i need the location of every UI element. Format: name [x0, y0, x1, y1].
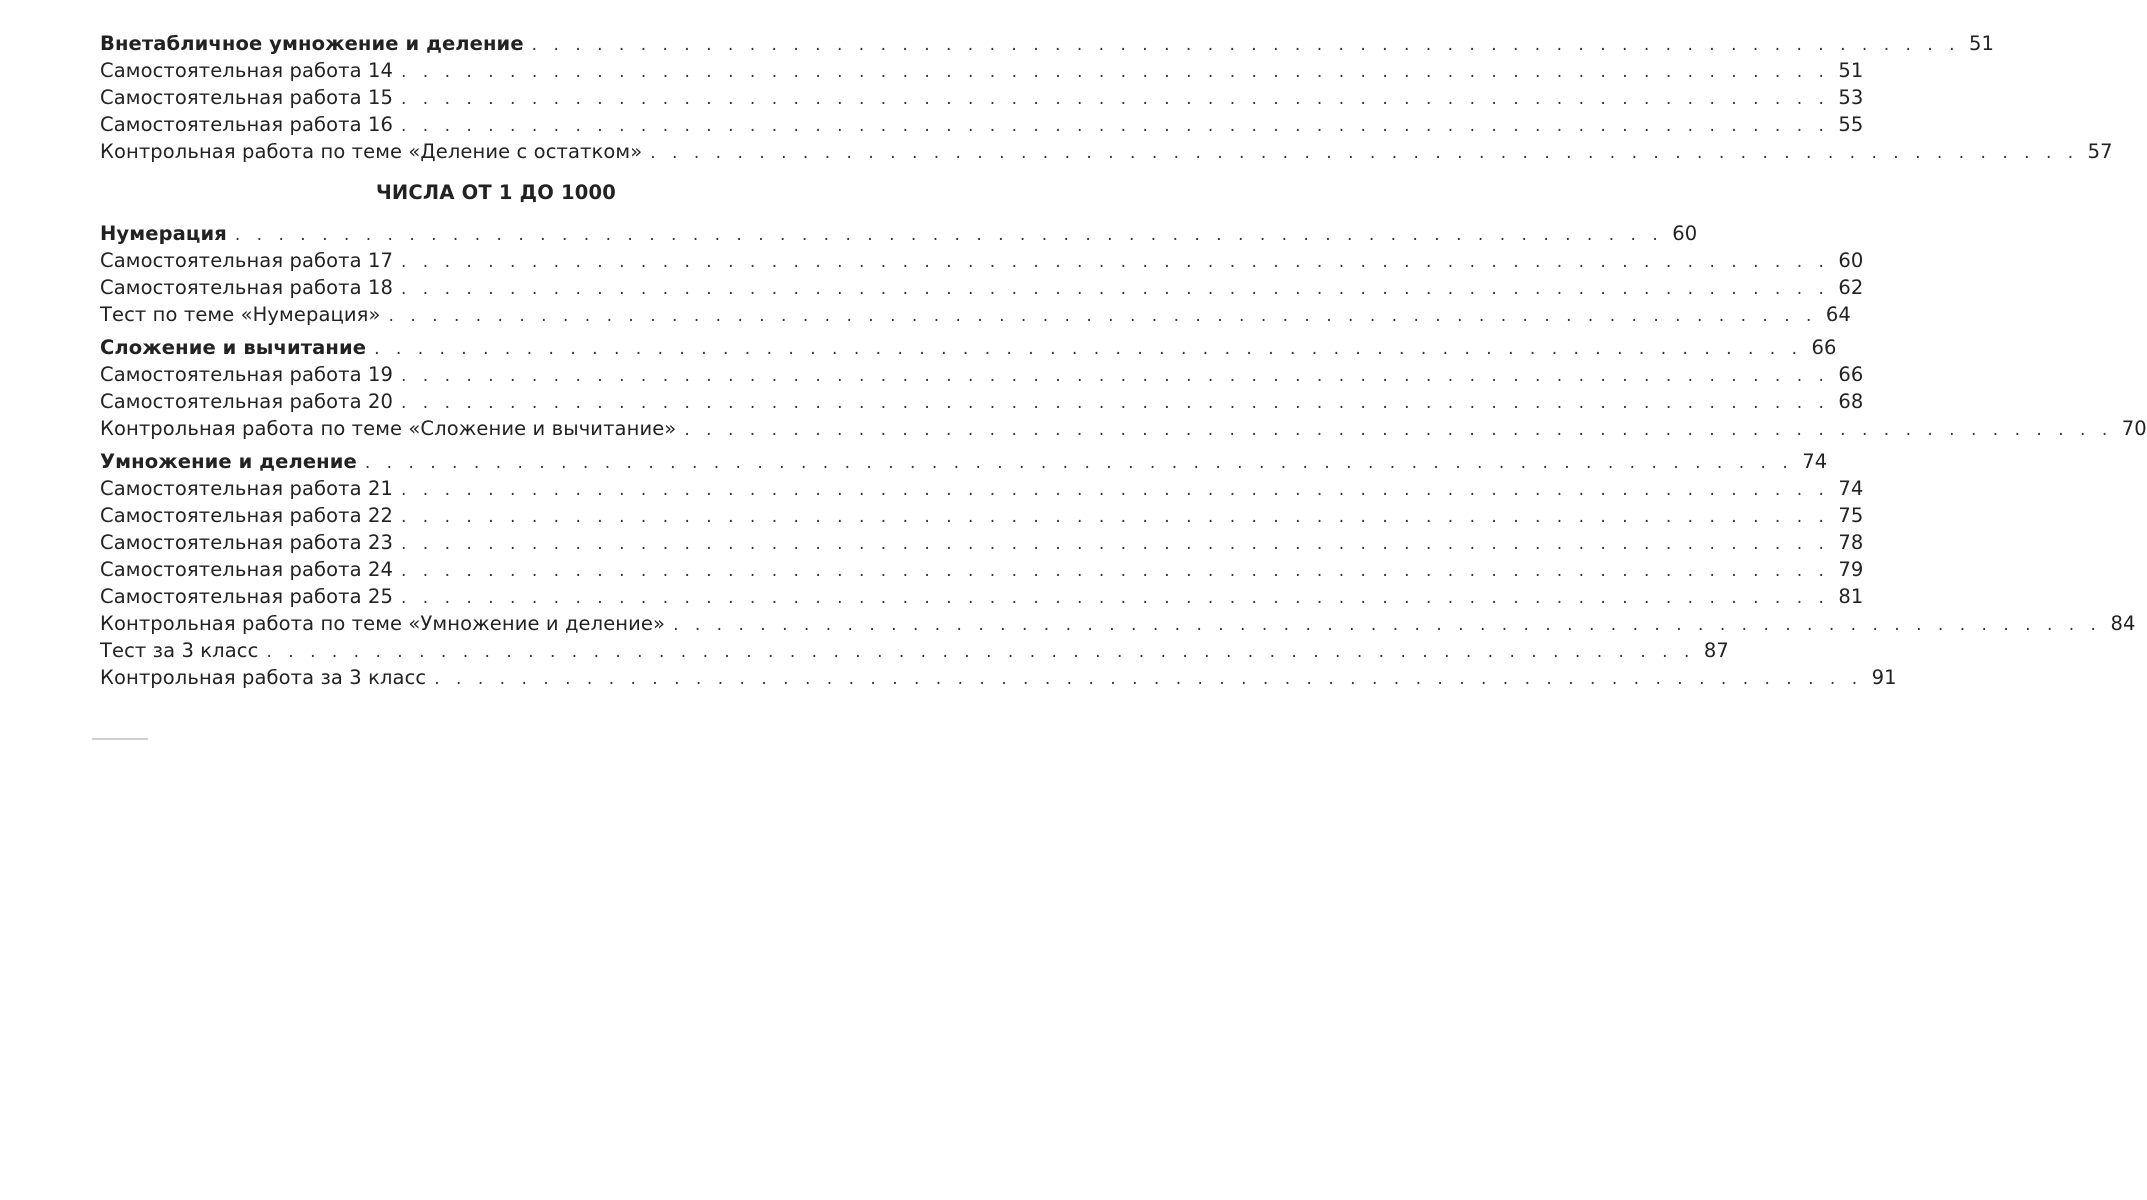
toc-entry-title: Самостоятельная работа 17	[100, 249, 393, 272]
toc-entry[interactable]	[100, 529, 1864, 556]
toc-entry[interactable]	[100, 637, 1729, 664]
toc-entry-title: Самостоятельная работа 19	[100, 363, 393, 386]
dot-leader: . . . . . . . . . . . . . . . . . . . . . . . . . . . . . . . . . . . . . . . . . . . . . . . . . . . . . . . . . . . . . . . . . .	[401, 480, 1830, 500]
toc-page-number: 70	[2121, 417, 2147, 440]
dot-leader: . . . . . . . . . . . . . . . . . . . . . . . . . . . . . . . . . . . . . . . . . . . . . . . . . . . . . . . . . . . . . . . . . .	[684, 420, 2113, 440]
toc-entry[interactable]	[100, 388, 1864, 415]
toc-section-title: Умножение и деление	[100, 450, 357, 473]
toc-entry[interactable]	[100, 610, 2136, 637]
toc-entry-title: Самостоятельная работа 22	[100, 504, 393, 527]
toc-entry[interactable]	[100, 84, 1864, 111]
dot-leader: . . . . . . . . . . . . . . . . . . . . . . . . . . . . . . . . . . . . . . . . . . . . . . . . . . . . . . . . . . . . . . . . . .	[531, 35, 1961, 55]
toc-entry[interactable]	[100, 415, 2147, 442]
toc-section-heading[interactable]	[100, 220, 1698, 247]
toc-page-number: 62	[1838, 276, 1864, 299]
dot-leader: . . . . . . . . . . . . . . . . . . . . . . . . . . . . . . . . . . . . . . . . . . . . . . . . . . . . . . . . . . . . . . . . . .	[673, 615, 2102, 635]
dot-leader: . . . . . . . . . . . . . . . . . . . . . . . . . . . . . . . . . . . . . . . . . . . . . . . . . . . . . . . . . . . . . . . . . .	[650, 143, 2079, 163]
dot-leader: . . . . . . . . . . . . . . . . . . . . . . . . . . . . . . . . . . . . . . . . . . . . . . . . . . . . . . . . . . . . . . . . . .	[401, 89, 1830, 109]
toc-section-title: Нумерация	[100, 222, 227, 245]
toc-entry-title: Контрольная работа по теме «Умножение и деление»	[100, 612, 666, 635]
dot-leader: . . . . . . . . . . . . . . . . . . . . . . . . . . . . . . . . . . . . . . . . . . . . . . . . . . . . . . . . . . . . . . . . . .	[401, 366, 1830, 386]
toc-page-number: 84	[2110, 612, 2136, 635]
dot-leader: . . . . . . . . . . . . . . . . . . . . . . . . . . . . . . . . . . . . . . . . . . . . . . . . . . . . . . . . . . . . . . . . . .	[401, 561, 1830, 581]
toc-section-title: Внетабличное умножение и деление	[100, 32, 524, 55]
toc-entry[interactable]	[100, 664, 1897, 691]
dot-leader: . . . . . . . . . . . . . . . . . . . . . . . . . . . . . . . . . . . . . . . . . . . . . . . . . . . . . . . . . . . . . . . . . .	[401, 252, 1830, 272]
toc-page-number: 81	[1838, 585, 1864, 608]
dot-leader: . . . . . . . . . . . . . . . . . . . . . . . . . . . . . . . . . . . . . . . . . . . . . . . . . . . . . . . . . . . . . . . . . .	[364, 453, 1794, 473]
toc-page-number: 68	[1838, 390, 1864, 413]
toc-entry-title: Самостоятельная работа 25	[100, 585, 393, 608]
dot-leader: . . . . . . . . . . . . . . . . . . . . . . . . . . . . . . . . . . . . . . . . . . . . . . . . . . . . . . . . . . . . . . . . . .	[234, 225, 1664, 245]
toc-entry[interactable]	[100, 274, 1864, 301]
toc-section-heading[interactable]	[100, 334, 1837, 361]
dot-leader: . . . . . . . . . . . . . . . . . . . . . . . . . . . . . . . . . . . . . . . . . . . . . . . . . . . . . . . . . . . . . . . . . .	[401, 62, 1830, 82]
toc-page-number: 60	[1838, 249, 1864, 272]
dot-leader: . . . . . . . . . . . . . . . . . . . . . . . . . . . . . . . . . . . . . . . . . . . . . . . . . . . . . . . . . . . . . . . . . .	[434, 669, 1863, 689]
toc-page-number: 75	[1838, 504, 1864, 527]
toc-entry-title: Контрольная работа по теме «Деление с остатком»	[100, 140, 643, 163]
toc-page-number: 78	[1838, 531, 1864, 554]
toc-page-number: 87	[1703, 639, 1729, 662]
dot-leader: . . . . . . . . . . . . . . . . . . . . . . . . . . . . . . . . . . . . . . . . . . . . . . . . . . . . . . . . . . . . . . . . . .	[388, 306, 1817, 326]
toc-entry[interactable]	[100, 138, 2113, 165]
toc-entry-title: Самостоятельная работа 16	[100, 113, 393, 136]
toc-entry[interactable]	[100, 247, 1864, 274]
short-divider-line	[92, 738, 148, 740]
dot-leader: . . . . . . . . . . . . . . . . . . . . . . . . . . . . . . . . . . . . . . . . . . . . . . . . . . . . . . . . . . . . . . . . . .	[266, 642, 1695, 662]
toc-entry-title: Самостоятельная работа 23	[100, 531, 393, 554]
toc-entry[interactable]	[100, 111, 1864, 138]
toc-page-number: 74	[1802, 450, 1828, 473]
toc-entry[interactable]	[100, 57, 1864, 84]
toc-page-number: 51	[1969, 32, 1995, 55]
toc-page-number: 74	[1838, 477, 1864, 500]
dot-leader: . . . . . . . . . . . . . . . . . . . . . . . . . . . . . . . . . . . . . . . . . . . . . . . . . . . . . . . . . . . . . . . . . .	[401, 116, 1830, 136]
toc-entry[interactable]	[100, 301, 1851, 328]
toc-entry-title: Самостоятельная работа 20	[100, 390, 393, 413]
toc-entry[interactable]	[100, 502, 1864, 529]
toc-section-heading[interactable]	[100, 30, 1995, 57]
dot-leader: . . . . . . . . . . . . . . . . . . . . . . . . . . . . . . . . . . . . . . . . . . . . . . . . . . . . . . . . . . . . . . . . . .	[401, 588, 1830, 608]
toc-page-number: 57	[2087, 140, 2113, 163]
toc-page-number: 91	[1871, 666, 1897, 689]
toc-entry-title: Контрольная работа за 3 класс	[100, 666, 427, 689]
toc-page-number: 79	[1838, 558, 1864, 581]
toc-section-title: Сложение и вычитание	[100, 336, 367, 359]
toc-entry-title: Тест по теме «Нумерация»	[100, 303, 381, 326]
toc-page-number: 53	[1838, 86, 1864, 109]
toc-entry[interactable]	[100, 556, 1864, 583]
toc-entry[interactable]	[100, 361, 1864, 388]
toc-entry[interactable]	[100, 583, 1864, 610]
dot-leader: . . . . . . . . . . . . . . . . . . . . . . . . . . . . . . . . . . . . . . . . . . . . . . . . . . . . . . . . . . . . . . . . . .	[401, 279, 1830, 299]
dot-leader: . . . . . . . . . . . . . . . . . . . . . . . . . . . . . . . . . . . . . . . . . . . . . . . . . . . . . . . . . . . . . . . . . .	[401, 507, 1830, 527]
toc-entry-title: Самостоятельная работа 14	[100, 59, 393, 82]
dot-leader: . . . . . . . . . . . . . . . . . . . . . . . . . . . . . . . . . . . . . . . . . . . . . . . . . . . . . . . . . . . . . . . . . .	[401, 393, 1830, 413]
toc-page-number: 66	[1811, 336, 1837, 359]
toc-page-number: 51	[1838, 59, 1864, 82]
dot-leader: . . . . . . . . . . . . . . . . . . . . . . . . . . . . . . . . . . . . . . . . . . . . . . . . . . . . . . . . . . . . . . . . . .	[374, 339, 1803, 359]
toc-entry-title: Самостоятельная работа 21	[100, 477, 393, 500]
toc-page-number: 60	[1672, 222, 1698, 245]
toc-page-number: 66	[1838, 363, 1864, 386]
toc-entry[interactable]	[100, 475, 1864, 502]
toc-entry-title: Самостоятельная работа 15	[100, 86, 393, 109]
dot-leader: . . . . . . . . . . . . . . . . . . . . . . . . . . . . . . . . . . . . . . . . . . . . . . . . . . . . . . . . . . . . . . . . . .	[401, 534, 1830, 554]
part-title: ЧИСЛА ОТ 1 ДО 1000	[375, 181, 617, 204]
toc-entry-title: Самостоятельная работа 24	[100, 558, 393, 581]
toc-entry-title: Контрольная работа по теме «Сложение и вычитание»	[100, 417, 677, 440]
toc-entry-title: Самостоятельная работа 18	[100, 276, 393, 299]
table-of-contents	[100, 30, 2147, 691]
toc-entry-title: Тест за 3 класс	[100, 639, 259, 662]
toc-section-heading[interactable]	[100, 448, 1828, 475]
toc-page-number: 55	[1838, 113, 1864, 136]
toc-page-number: 64	[1825, 303, 1851, 326]
